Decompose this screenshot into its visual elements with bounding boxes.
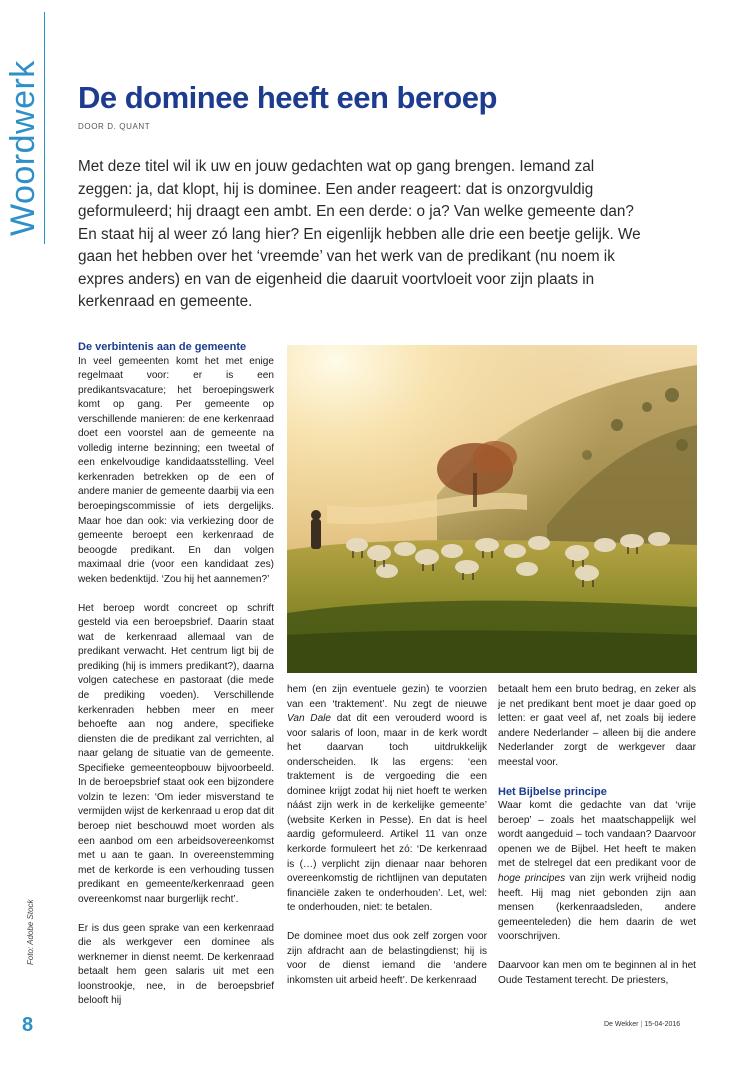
section-label: Woordwerk — [4, 60, 42, 236]
body-paragraph: Het beroep wordt concreet op schrift gesteld via een beroepsbrief. Daarin staat wat de kerkenraad allemaal van de predikant verwacht. Het centrum ligt bij de prediking (hij is immers predikant?), daarna volgen catechese en pastoraat (die mede de prediking voeden). Verschillende kerkenraden hebben meer en meer behoefte aan nog andere, specifieke diensten die de predikant zal verrichten, al naar gelang de situatie van de gemeente. Specifieke gemeenteopbouw bijvoorbeeld. In de beroepsbrief staat ook een bijzondere volzin te lezen: ‘Om ieder misverstand te vermijden wijst de kerkenraad u erop dat dit beroep niet beschouwd moet worden als een aanbod om een arbeidsovereenkomst met u aan te gaan. In overeenstemming met de kerkorde is een verhouding tussen predikant en gemeente/kerkenraad geen overeenkomst naar burgerlijk recht’. — [78, 602, 274, 905]
article-title: De dominee heeft een beroep — [78, 80, 497, 115]
column-2 — [287, 683, 487, 1003]
body-paragraph: Waar komt die gedachte van dat ‘vrije beroep’ – zoals het maatschappelijk wel wordt aangeduid – toch vandaan? Daarvoor openen we de Bijbel. Het heeft te maken met de stelregel dat een predikant voor de hoge principes van zijn werk vrijheid nodig heeft. Hij mag niet gebonden zijn aan mensen (kerkenraadsleden, andere gemeenteleden) die hem daarin de wet voorschrijven. — [498, 800, 696, 943]
body-paragraph: Er is dus geen sprake van een kerkenraad die als werkgever een dominee als werknemer in dienst neemt. De kerkenraad betaalt hem geen salaris uit met een loonstrookje, nee, in de beroepsbrief belooft hij — [78, 922, 274, 1007]
page-number: 8 — [22, 1014, 34, 1036]
article-photo-shepherd-sheep — [287, 345, 697, 673]
footer: De Wekker | 15-04-2016 — [604, 1021, 681, 1028]
byline: DOOR D. QUANT — [78, 122, 151, 131]
column-1 — [78, 340, 274, 1024]
intro-paragraph: Met deze titel wil ik uw en jouw gedachten wat op gang brengen. Iemand zal zeggen: ja, dat klopt, hij is dominee. Een ander reageert: dat is onzorgvuldig geformuleerd; hij draagt een ambt. En een derde: o ja? Van welke gemeente dan? En staat hij al weer zó lang hier? En eigenlijk hebben alle drie een beetje gelijk. We gaan het hebben over het ‘vreemde’ van het werk van de predikant (nu noem ik expres anders) en van de eigenheid die daaruit voortvloeit voor zijn plaats in kerkenraad en gemeente. — [78, 158, 641, 310]
body-paragraph: Daarvoor kan men om te beginnen al in het Oude Testament terecht. De priesters, — [498, 960, 696, 986]
photo-credit: Foto: Adobe Stock — [26, 899, 35, 965]
issue-date: 15-04-2016 — [644, 1021, 681, 1028]
subheading-verbintenis: De verbintenis aan de gemeente — [78, 341, 247, 353]
body-paragraph: De dominee moet dus ook zelf zorgen voor zijn afdracht aan de belastingdienst; hij is voor de dienst iemand die ‘andere inkomsten uit arbeid heeft’. De kerkenraad — [287, 931, 487, 986]
subheading-bijbelse-principe: Het Bijbelse principe — [498, 785, 607, 798]
column-3 — [498, 683, 696, 1003]
body-paragraph: betaalt hem een bruto bedrag, en zeker als je net predikant bent moet je daar goed op letten: er gaat veel af, net zoals bij iedere andere Nederlander – alleen bij die andere Nederlander zorgt de werkgever daar meestal voor. — [498, 684, 696, 768]
section-divider-line — [44, 12, 45, 244]
body-paragraph: hem (en zijn eventuele gezin) te voorzien van een ‘traktement’. Nu zegt de nieuwe Van Dale dat dit een verouderd woord is voor salaris of loon, maar in de kerk wordt het daarvan toch uitdrukkelijk onderscheiden. Ik las ergens: ‘een traktement is de vergoeding die een dominee krijgt zodat hij niet hoeft te werken náást zijn werk in de kerkelijke gemeente’ (website Kerken in Pesse). En dat is heel aardig geformuleerd. Artikel 11 van onze kerkorde formuleert het zó: ‘De kerkenraad is (…) verplicht zijn dienaar naar behoren overeenkomstig de richtlijnen van deputaten financiële zaken te onderhouden’. Let, wel: te onderhouden, niet: te betalen. — [287, 684, 487, 914]
body-paragraph: In veel gemeenten komt het met enige regelmaat voor: er is een predikantsvacature; het beroepingswerk komt op gang. Per gemeente op verschillende manieren: de ene kerkenraad doet een voorstel aan de gemeente na volledig interne bezinning; een tweetal of een enkelvoudige kandidaatsstelling. Veel kerkenraden betrekken op de een of andere manier de gemeente daarbij via een beroepingscommissie of iets dergelijks. Maar hoe dan ook: via verkiezing door de gemeente beroept een kerkenraad de beoogde predikant. En dan volgen maximaal drie (voor een kandidaat zes) weken bedenktijd. ‘Zou hij het aannemen?’ — [78, 355, 274, 585]
magazine-name: De Wekker — [604, 1021, 639, 1028]
